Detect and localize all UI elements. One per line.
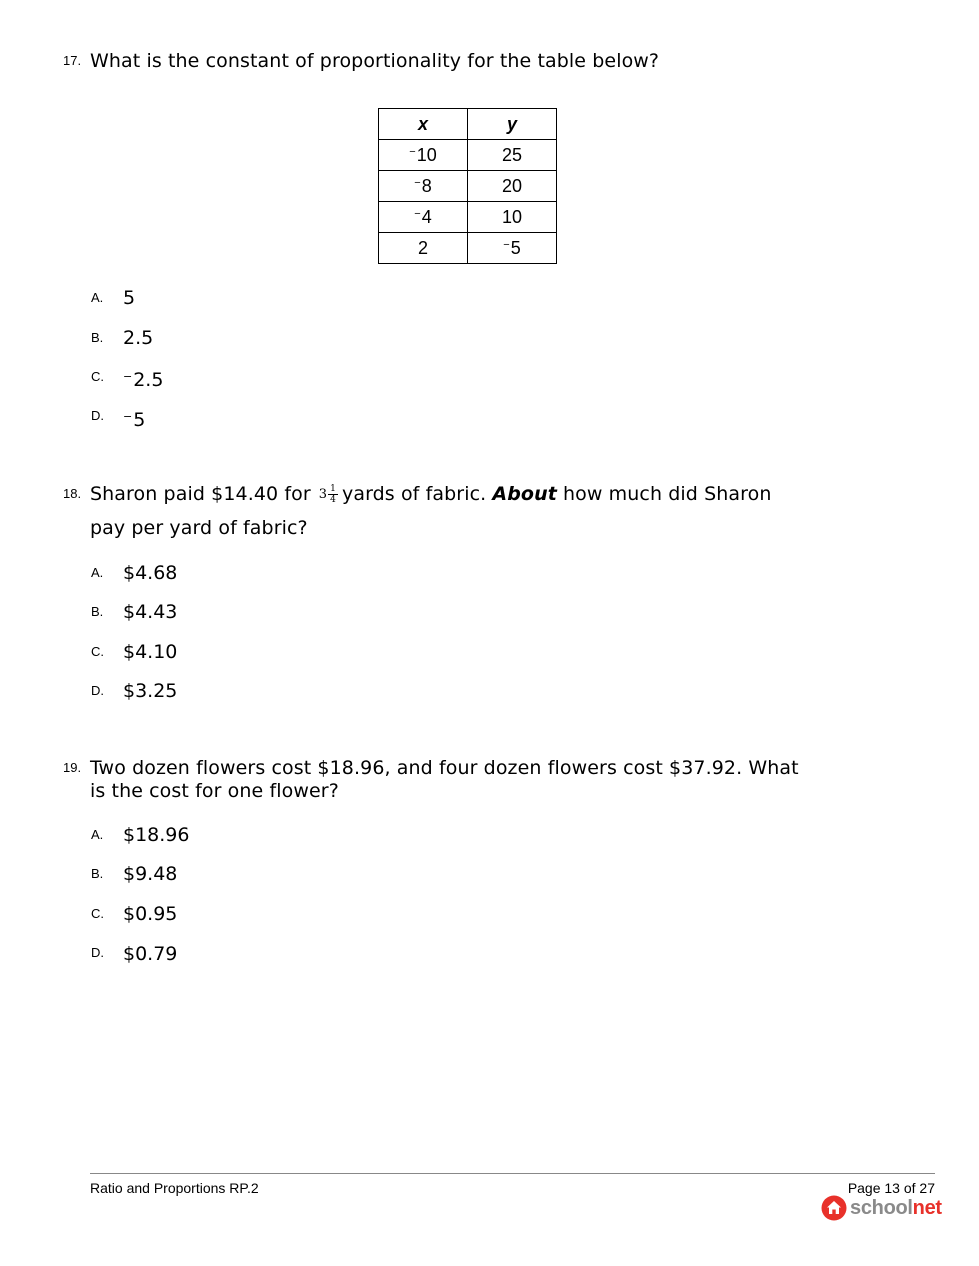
option-value: −2.5 — [123, 369, 164, 391]
question-number: 19. — [63, 760, 82, 775]
option-letter: C. — [91, 906, 104, 921]
option-letter: B. — [91, 866, 104, 881]
question-text-line2: pay per yard of fabric? — [90, 517, 308, 539]
table-cell: −4 — [379, 202, 468, 233]
option-value: $3.25 — [123, 680, 178, 702]
question-text: Sharon paid $14.40 for 3 $\frac{1}{4}$ yards of fabric. About how much did Sharon — [90, 483, 772, 505]
option-value: 2.5 — [123, 327, 154, 349]
option-value: $4.10 — [123, 641, 178, 663]
option-letter: C. — [91, 369, 104, 384]
option-value: $4.43 — [123, 601, 178, 623]
table-row — [379, 171, 557, 202]
table-header-row — [379, 109, 557, 140]
option-letter: A. — [91, 290, 104, 305]
option-value: $18.96 — [123, 824, 190, 846]
option-letter: D. — [91, 408, 104, 423]
option-value: 5 — [123, 287, 136, 309]
option-value: $4.68 — [123, 562, 178, 584]
home-icon — [821, 1195, 847, 1221]
option-letter: B. — [91, 330, 104, 345]
page-number: Page 13 of 27 — [847, 1180, 935, 1196]
negative-sign: − — [414, 176, 421, 189]
negative-sign: − — [123, 370, 133, 383]
option-letter: A. — [91, 827, 104, 842]
table-header-x: x — [379, 109, 468, 140]
negative-sign: − — [414, 207, 421, 220]
negative-sign: − — [409, 145, 416, 158]
question-number: 18. — [63, 486, 82, 501]
option-letter: A. — [91, 565, 104, 580]
table-row — [379, 233, 557, 264]
option-value: $0.95 — [123, 903, 178, 925]
negative-sign: − — [503, 238, 510, 251]
table-cell: 2 — [379, 233, 468, 264]
option-letter: B. — [91, 604, 104, 619]
table-row — [379, 140, 557, 171]
table-cell: 10 — [468, 202, 557, 233]
mixed-fraction: 3 $\frac{1}{4}$ — [318, 484, 336, 505]
schoolnet-logo — [821, 1194, 942, 1222]
proportionality-table — [378, 108, 557, 264]
question-text: What is the constant of proportionality for the table below? — [90, 50, 660, 72]
table-cell: 25 — [468, 140, 557, 171]
negative-sign: − — [123, 410, 133, 423]
option-letter: C. — [91, 644, 104, 659]
logo-text: schoolnet — [850, 1196, 942, 1219]
table-cell: −10 — [379, 140, 468, 171]
footer-title: Ratio and Proportions RP.2 — [90, 1180, 259, 1196]
option-value: $0.79 — [123, 943, 178, 965]
option-letter: D. — [91, 683, 104, 698]
option-value: −5 — [123, 409, 146, 431]
option-letter: D. — [91, 945, 104, 960]
footer-divider — [90, 1173, 935, 1174]
option-value: $9.48 — [123, 863, 178, 885]
table-cell: −5 — [468, 233, 557, 264]
question-text-line2: is the cost for one flower? — [90, 780, 339, 802]
table-row — [379, 202, 557, 233]
question-text: Two dozen flowers cost $18.96, and four dozen flowers cost $37.92. What — [90, 757, 799, 779]
table-header-y: y — [468, 109, 557, 140]
table-cell: 20 — [468, 171, 557, 202]
question-number: 17. — [63, 53, 82, 68]
emphasis-word: About — [492, 483, 557, 505]
table-cell: −8 — [379, 171, 468, 202]
